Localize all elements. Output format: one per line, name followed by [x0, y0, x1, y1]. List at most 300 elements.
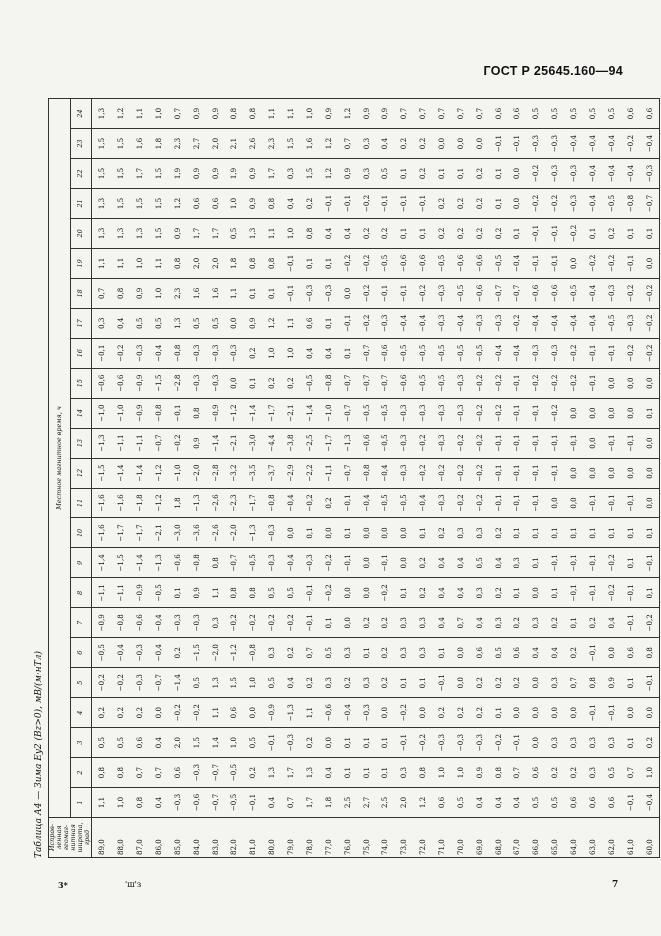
value-cell: 0,6 — [507, 638, 526, 668]
value-cell: −0,6 — [526, 278, 545, 308]
value-cell: 2,6 — [243, 129, 262, 159]
value-cell: 0,8 — [262, 248, 281, 278]
value-cell: 1,5 — [111, 129, 130, 159]
value-cell: 0,0 — [545, 488, 564, 518]
value-cell: −0,1 — [413, 188, 432, 218]
value-cell: 1,0 — [243, 668, 262, 698]
latitude-cell: 76,0 — [338, 818, 357, 858]
value-cell: 0,2 — [602, 218, 621, 248]
value-cell: 0,2 — [338, 668, 357, 698]
value-cell: −0,2 — [111, 668, 130, 698]
value-cell: 2,0 — [168, 728, 187, 758]
value-cell: −0,5 — [432, 338, 451, 368]
value-cell: 0,2 — [564, 638, 583, 668]
value-cell: 0,2 — [489, 578, 508, 608]
value-cell: −0,5 — [564, 278, 583, 308]
value-cell: 0,6 — [187, 188, 206, 218]
value-cell: 0,2 — [583, 608, 602, 638]
value-cell: −0,1 — [602, 488, 621, 518]
value-cell: −0,1 — [639, 548, 659, 578]
value-cell: −0,5 — [394, 488, 413, 518]
value-cell: −0,1 — [583, 368, 602, 398]
value-cell: 0,7 — [281, 788, 300, 818]
value-cell: 0,5 — [526, 788, 545, 818]
value-cell: −0,4 — [583, 278, 602, 308]
value-cell: −0,2 — [394, 698, 413, 728]
value-cell: 0,2 — [375, 218, 394, 248]
value-cell: −0,4 — [583, 129, 602, 159]
value-cell: 0,1 — [319, 248, 338, 278]
value-cell: 0,5 — [375, 159, 394, 189]
value-cell: 0,1 — [489, 159, 508, 189]
value-cell: 0,3 — [545, 668, 564, 698]
value-cell: −1,4 — [130, 458, 149, 488]
value-cell: 0,6 — [583, 788, 602, 818]
value-cell: 0,2 — [243, 338, 262, 368]
value-cell: −0,4 — [281, 488, 300, 518]
value-cell: −0,6 — [470, 248, 489, 278]
value-cell: 0,1 — [621, 548, 640, 578]
stub-header: Исправ-ленная геомаг-нитная широта, град — [49, 818, 92, 858]
value-cell: −0,2 — [357, 248, 376, 278]
value-cell: 0,4 — [149, 728, 168, 758]
value-cell: 0,0 — [639, 488, 659, 518]
value-cell: 0,5 — [92, 728, 112, 758]
value-cell: −0,3 — [639, 159, 659, 189]
value-cell: 0,5 — [262, 578, 281, 608]
value-cell: 0,2 — [243, 758, 262, 788]
value-cell: −0,4 — [583, 159, 602, 189]
value-cell: 1,5 — [225, 668, 244, 698]
value-cell: −0,3 — [375, 308, 394, 338]
value-cell: −0,2 — [470, 368, 489, 398]
value-cell: 0,4 — [338, 218, 357, 248]
value-cell: 0,0 — [621, 698, 640, 728]
value-cell: 0,0 — [583, 398, 602, 428]
value-cell: −0,3 — [168, 608, 187, 638]
value-cell: 0,1 — [357, 638, 376, 668]
value-cell: 0,0 — [639, 248, 659, 278]
value-cell: −0,6 — [394, 248, 413, 278]
value-cell: 0,1 — [451, 159, 470, 189]
value-cell: 0,3 — [545, 728, 564, 758]
value-cell: 0,4 — [319, 218, 338, 248]
stamp-mark: 'ш'з — [125, 880, 142, 889]
value-cell: −0,5 — [375, 428, 394, 458]
value-cell: −0,4 — [639, 788, 659, 818]
value-cell: 0,8 — [168, 248, 187, 278]
value-cell: 0,0 — [639, 458, 659, 488]
value-cell: 1,2 — [262, 308, 281, 338]
value-cell: −0,3 — [602, 278, 621, 308]
value-cell: 0,0 — [564, 458, 583, 488]
value-cell: −0,7 — [206, 788, 225, 818]
value-cell: 0,2 — [470, 159, 489, 189]
value-cell: 0,1 — [300, 518, 319, 548]
table-row — [206, 99, 225, 858]
time-header: Местное магнитное время, ч — [49, 99, 71, 818]
value-cell: −0,7 — [639, 188, 659, 218]
value-cell: 0,6 — [507, 99, 526, 129]
value-cell: −0,3 — [564, 188, 583, 218]
table-row — [621, 99, 640, 858]
value-cell: −0,1 — [545, 458, 564, 488]
value-cell: 0,3 — [583, 758, 602, 788]
value-cell: 2,3 — [262, 129, 281, 159]
value-cell: −0,1 — [621, 428, 640, 458]
value-cell: 0,4 — [149, 788, 168, 818]
table-row — [451, 99, 470, 858]
value-cell: −0,3 — [130, 638, 149, 668]
value-cell: 1,5 — [111, 159, 130, 189]
value-cell: 0,1 — [357, 758, 376, 788]
value-cell: −1,3 — [338, 428, 357, 458]
value-cell: 0,1 — [621, 668, 640, 698]
value-cell: −0,1 — [432, 668, 451, 698]
value-cell: 0,7 — [621, 758, 640, 788]
value-cell: −0,3 — [432, 728, 451, 758]
value-cell: −0,1 — [602, 338, 621, 368]
value-cell: 0,2 — [470, 218, 489, 248]
value-cell: 1,1 — [262, 99, 281, 129]
value-cell: 0,1 — [564, 518, 583, 548]
value-cell: 0,2 — [432, 518, 451, 548]
value-cell: 0,1 — [432, 638, 451, 668]
value-cell: 1,5 — [130, 188, 149, 218]
table-row — [338, 99, 357, 858]
value-cell: 0,5 — [206, 308, 225, 338]
page-number: 7 — [612, 880, 619, 890]
value-cell: −0,3 — [319, 278, 338, 308]
value-cell: 1,7 — [281, 758, 300, 788]
value-cell: 0,7 — [564, 668, 583, 698]
latitude-cell: 77,0 — [319, 818, 338, 858]
hour-header: 4 — [70, 698, 92, 728]
value-cell: 1,1 — [206, 698, 225, 728]
value-cell: −0,6 — [92, 368, 112, 398]
hour-header: 20 — [70, 218, 92, 248]
value-cell: 0,8 — [130, 788, 149, 818]
value-cell: −0,1 — [526, 218, 545, 248]
value-cell: 0,6 — [206, 188, 225, 218]
value-cell: −0,3 — [130, 668, 149, 698]
value-cell: 0,0 — [564, 248, 583, 278]
value-cell: 0,5 — [149, 308, 168, 338]
value-cell: 1,7 — [206, 218, 225, 248]
value-cell: 0,0 — [375, 518, 394, 548]
value-cell: −0,1 — [338, 548, 357, 578]
value-cell: 0,2 — [489, 518, 508, 548]
value-cell: 0,2 — [319, 488, 338, 518]
value-cell: −0,8 — [111, 608, 130, 638]
value-cell: −0,1 — [300, 608, 319, 638]
value-cell: 0,1 — [507, 578, 526, 608]
value-cell: 0,8 — [300, 218, 319, 248]
value-cell: −0,1 — [243, 788, 262, 818]
value-cell: 0,1 — [375, 728, 394, 758]
value-cell: 0,7 — [130, 758, 149, 788]
value-cell: −1,4 — [111, 458, 130, 488]
value-cell: −0,2 — [243, 608, 262, 638]
value-cell: 0,9 — [357, 99, 376, 129]
latitude-cell: 83,0 — [206, 818, 225, 858]
value-cell: 0,2 — [300, 668, 319, 698]
value-cell: −0,2 — [319, 578, 338, 608]
value-cell: −0,4 — [489, 338, 508, 368]
value-cell: 0,0 — [225, 308, 244, 338]
latitude-cell: 85,0 — [168, 818, 187, 858]
latitude-cell: 71,0 — [432, 818, 451, 858]
table-row — [357, 99, 376, 858]
value-cell: 0,1 — [639, 218, 659, 248]
value-cell: 1,0 — [639, 758, 659, 788]
value-cell: 0,3 — [357, 129, 376, 159]
value-cell: 0,6 — [621, 99, 640, 129]
value-cell: 0,1 — [526, 518, 545, 548]
value-cell: −0,4 — [451, 308, 470, 338]
value-cell: −0,5 — [451, 278, 470, 308]
value-cell: 1,0 — [149, 99, 168, 129]
value-cell: 0,9 — [130, 278, 149, 308]
value-cell: −0,1 — [300, 578, 319, 608]
value-cell: 0,1 — [583, 218, 602, 248]
value-cell: 0,4 — [281, 188, 300, 218]
value-cell: −0,1 — [507, 488, 526, 518]
value-cell: 1,6 — [206, 278, 225, 308]
value-cell: −1,5 — [111, 548, 130, 578]
value-cell: −0,4 — [281, 548, 300, 578]
value-cell: −0,6 — [375, 338, 394, 368]
rotated-table-block — [32, 98, 654, 858]
value-cell: −0,1 — [621, 788, 640, 818]
value-cell: 0,8 — [225, 99, 244, 129]
value-cell: −0,4 — [583, 308, 602, 338]
value-cell: 0,9 — [243, 159, 262, 189]
value-cell: −0,7 — [149, 668, 168, 698]
value-cell: −0,5 — [602, 188, 621, 218]
value-cell: 0,8 — [243, 578, 262, 608]
value-cell: −0,1 — [394, 188, 413, 218]
table-row — [394, 99, 413, 858]
value-cell: −0,1 — [489, 129, 508, 159]
value-cell: −0,9 — [130, 578, 149, 608]
value-cell: −0,2 — [413, 728, 432, 758]
value-cell: −0,2 — [262, 608, 281, 638]
hour-header: 11 — [70, 488, 92, 518]
latitude-cell: 87,0 — [130, 818, 149, 858]
value-cell: 1,8 — [319, 788, 338, 818]
hour-header: 6 — [70, 638, 92, 668]
value-cell: −0,5 — [375, 488, 394, 518]
value-cell: 0,3 — [564, 728, 583, 758]
value-cell: 1,8 — [149, 129, 168, 159]
latitude-cell: 75,0 — [357, 818, 376, 858]
value-cell: −0,3 — [225, 338, 244, 368]
table-row — [92, 99, 112, 858]
hour-header: 7 — [70, 608, 92, 638]
value-cell: 0,9 — [187, 428, 206, 458]
value-cell: −0,1 — [281, 248, 300, 278]
value-cell: 1,0 — [149, 278, 168, 308]
value-cell: −0,5 — [413, 338, 432, 368]
latitude-cell: 65,0 — [545, 818, 564, 858]
value-cell: 1,7 — [300, 788, 319, 818]
value-cell: −0,2 — [338, 248, 357, 278]
value-cell: 0,1 — [338, 338, 357, 368]
value-cell: −0,4 — [413, 488, 432, 518]
value-cell: 0,1 — [639, 578, 659, 608]
value-cell: 0,3 — [357, 668, 376, 698]
value-cell: −0,8 — [319, 368, 338, 398]
value-cell: −0,5 — [375, 398, 394, 428]
value-cell: 0,9 — [206, 99, 225, 129]
value-cell: 0,9 — [375, 99, 394, 129]
value-cell: 0,1 — [338, 728, 357, 758]
value-cell: −2,1 — [225, 428, 244, 458]
value-cell: 0,5 — [187, 308, 206, 338]
table-row — [639, 99, 659, 858]
table-row — [413, 99, 432, 858]
value-cell: −0,2 — [470, 488, 489, 518]
latitude-cell: 82,0 — [225, 818, 244, 858]
value-cell: 0,3 — [92, 308, 112, 338]
value-cell: 1,1 — [281, 99, 300, 129]
value-cell: 0,0 — [149, 698, 168, 728]
value-cell: −0,1 — [639, 668, 659, 698]
value-cell: −0,2 — [639, 278, 659, 308]
value-cell: −1,2 — [149, 458, 168, 488]
value-cell: 0,8 — [243, 248, 262, 278]
table-row — [300, 99, 319, 858]
value-cell: 1,8 — [225, 248, 244, 278]
value-cell: 0,4 — [432, 548, 451, 578]
value-cell: 0,8 — [111, 278, 130, 308]
value-cell: 2,5 — [338, 788, 357, 818]
value-cell: 0,4 — [281, 668, 300, 698]
latitude-cell: 69,0 — [470, 818, 489, 858]
value-cell: 1,8 — [168, 488, 187, 518]
value-cell: 1,0 — [300, 99, 319, 129]
hour-header: 15 — [70, 368, 92, 398]
value-cell: −0,7 — [225, 548, 244, 578]
value-cell: −0,1 — [92, 338, 112, 368]
value-cell: 1,5 — [92, 129, 112, 159]
value-cell: 0,2 — [451, 218, 470, 248]
value-cell: 0,7 — [394, 99, 413, 129]
value-cell: 0,0 — [357, 548, 376, 578]
latitude-cell: 72,0 — [413, 818, 432, 858]
value-cell: 0,2 — [470, 188, 489, 218]
value-cell: 0,1 — [583, 518, 602, 548]
value-cell: 0,8 — [243, 99, 262, 129]
value-cell: 1,0 — [451, 758, 470, 788]
value-cell: −1,7 — [243, 488, 262, 518]
value-cell: 0,7 — [470, 99, 489, 129]
value-cell: 0,3 — [470, 578, 489, 608]
value-cell: −0,2 — [451, 428, 470, 458]
value-cell: −0,3 — [432, 278, 451, 308]
value-cell: −0,3 — [470, 728, 489, 758]
hour-header: 14 — [70, 398, 92, 428]
value-cell: −1,4 — [300, 398, 319, 428]
value-cell: 0,2 — [413, 129, 432, 159]
value-cell: 0,2 — [451, 188, 470, 218]
value-cell: −0,3 — [526, 129, 545, 159]
value-cell: 0,3 — [526, 608, 545, 638]
value-cell: −2,6 — [206, 518, 225, 548]
value-cell: 0,6 — [168, 758, 187, 788]
value-cell: 0,1 — [375, 758, 394, 788]
value-cell: −0,8 — [621, 188, 640, 218]
value-cell: −0,4 — [394, 308, 413, 338]
value-cell: −0,4 — [149, 608, 168, 638]
value-cell: 0,1 — [564, 608, 583, 638]
value-cell: −0,6 — [319, 698, 338, 728]
value-cell: −0,3 — [300, 278, 319, 308]
value-cell: 0,3 — [206, 608, 225, 638]
value-cell: 0,2 — [281, 368, 300, 398]
value-cell: −0,1 — [602, 698, 621, 728]
value-cell: 0,0 — [451, 668, 470, 698]
value-cell: 0,8 — [111, 758, 130, 788]
value-cell: −0,1 — [545, 248, 564, 278]
value-cell: −0,3 — [130, 338, 149, 368]
value-cell: 0,0 — [338, 278, 357, 308]
value-cell: −0,3 — [489, 308, 508, 338]
value-cell: 2,5 — [375, 788, 394, 818]
value-cell: 0,1 — [168, 578, 187, 608]
value-cell: −0,4 — [526, 308, 545, 338]
hour-header: 19 — [70, 248, 92, 278]
value-cell: 0,3 — [357, 159, 376, 189]
value-cell: −0,2 — [639, 608, 659, 638]
value-cell: −0,1 — [602, 428, 621, 458]
value-cell: 0,0 — [432, 129, 451, 159]
table-row — [602, 99, 621, 858]
value-cell: 1,7 — [262, 159, 281, 189]
value-cell: −0,1 — [507, 129, 526, 159]
value-cell: −4,4 — [262, 428, 281, 458]
value-cell: 1,2 — [413, 788, 432, 818]
value-cell: −0,4 — [545, 308, 564, 338]
value-cell: −1,7 — [111, 518, 130, 548]
value-cell: 1,3 — [262, 758, 281, 788]
value-cell: 0,0 — [243, 698, 262, 728]
value-cell: −0,1 — [375, 278, 394, 308]
value-cell: −0,3 — [451, 398, 470, 428]
value-cell: −0,4 — [375, 458, 394, 488]
value-cell: −0,1 — [583, 638, 602, 668]
value-cell: −0,3 — [187, 368, 206, 398]
value-cell: 0,0 — [602, 368, 621, 398]
value-cell: −0,5 — [225, 788, 244, 818]
value-cell: −0,6 — [357, 428, 376, 458]
value-cell: 1,0 — [281, 338, 300, 368]
value-cell: 0,0 — [583, 428, 602, 458]
value-cell: 0,2 — [489, 668, 508, 698]
value-cell: 1,2 — [111, 99, 130, 129]
value-cell: 0,7 — [300, 638, 319, 668]
value-cell: 1,2 — [168, 188, 187, 218]
value-cell: −0,2 — [564, 218, 583, 248]
value-cell: −1,2 — [149, 488, 168, 518]
value-cell: −0,1 — [262, 728, 281, 758]
value-cell: 0,5 — [545, 788, 564, 818]
value-cell: 0,3 — [489, 608, 508, 638]
value-cell: −0,2 — [564, 338, 583, 368]
latitude-cell: 81,0 — [243, 818, 262, 858]
value-cell: −0,5 — [413, 368, 432, 398]
